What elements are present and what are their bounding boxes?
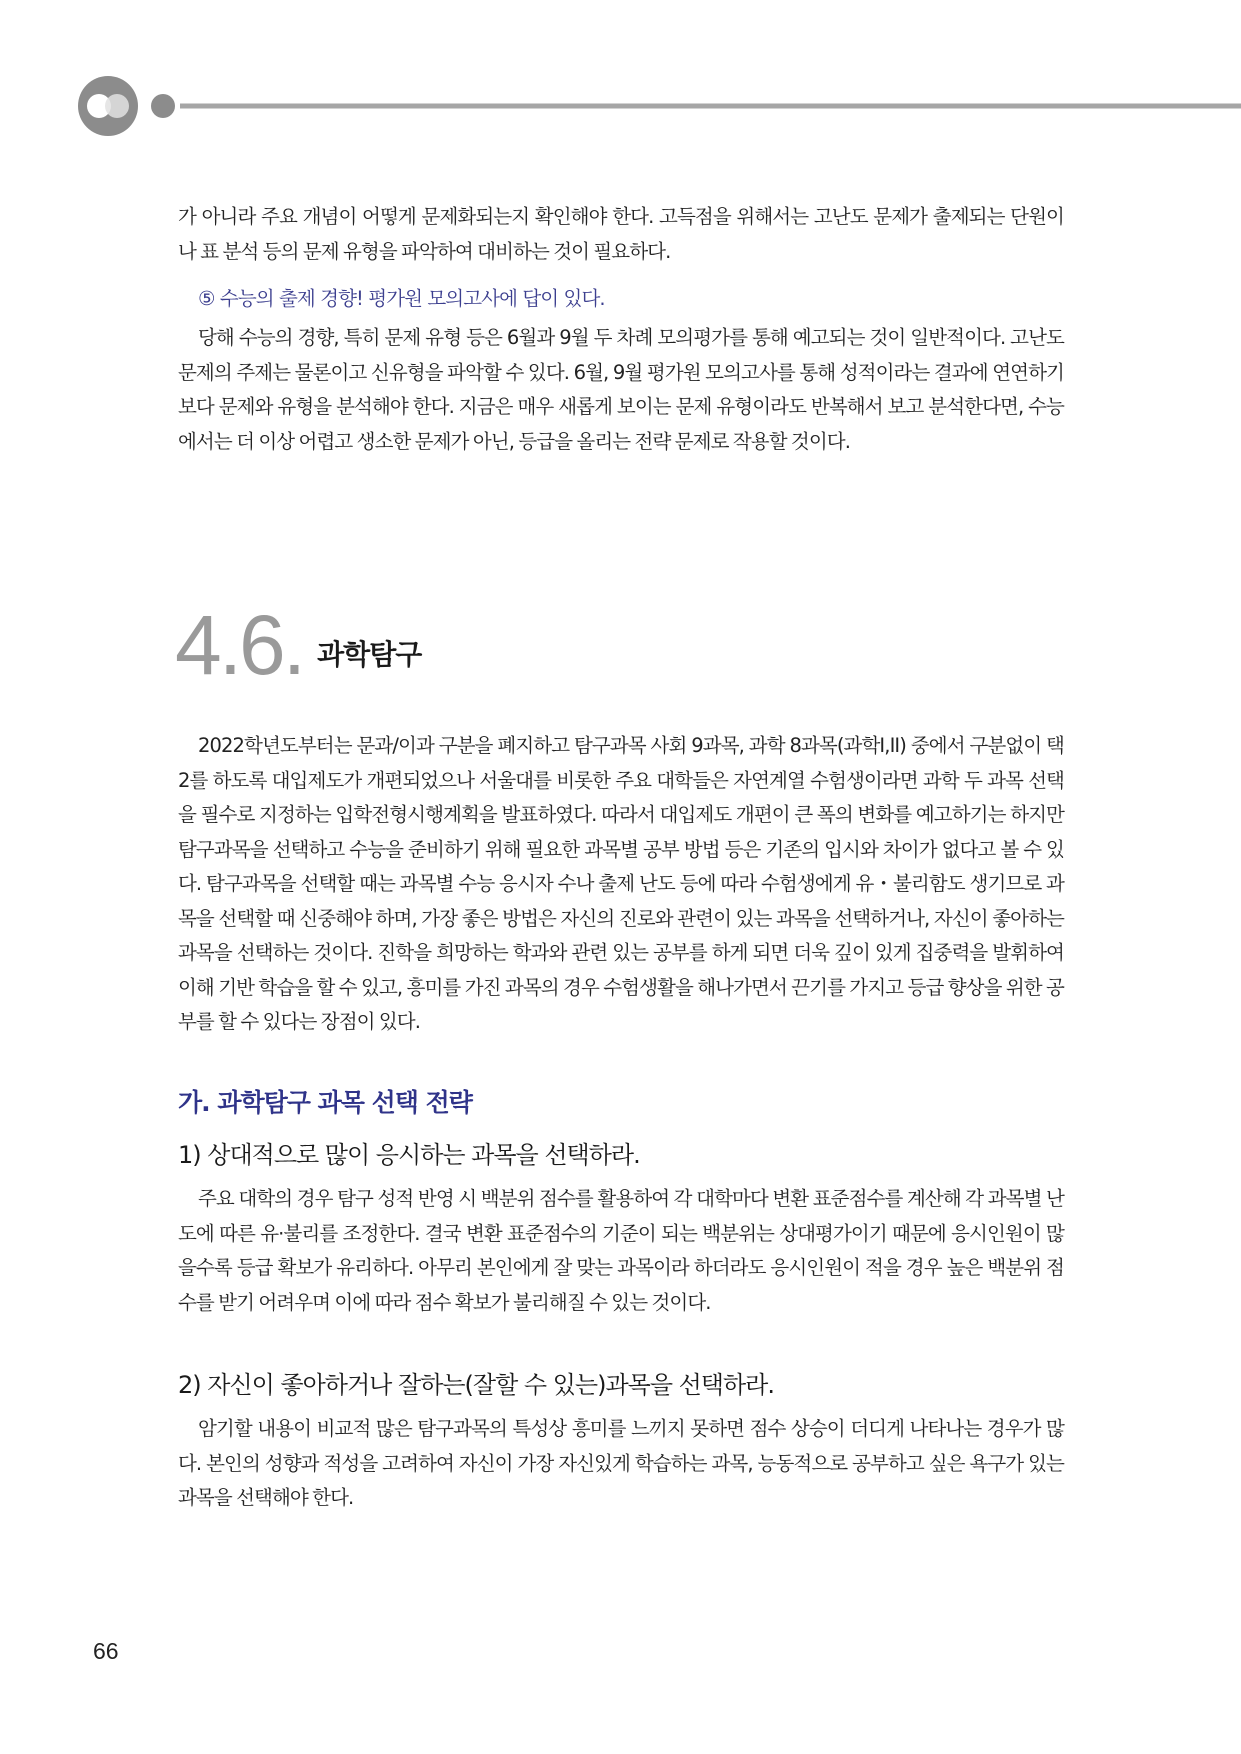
top-paragraph: 가 아니라 주요 개념이 어떻게 문제화되는지 확인해야 한다. 고득점을 위해서는 고난도 문제가 출제되는 단원이나 표 분석 등의 문제 유형을 파악하여 대비하는 것이 필요하다. xyxy=(178,205,1064,263)
header-decoration xyxy=(0,0,1241,150)
strategy-heading-block xyxy=(178,1083,1064,1119)
section-intro-block xyxy=(178,729,1064,1040)
header-small-dot xyxy=(151,94,175,118)
section-header xyxy=(175,598,422,692)
strategy-item-2-title: 2) 자신이 좋아하거나 잘하는(잘할 수 있는)과목을 선택하라. xyxy=(178,1371,774,1399)
section-number: 4.6. xyxy=(175,598,304,692)
strategy-heading: 가. 과학탐구 과목 선택 전략 xyxy=(178,1088,472,1117)
strategy-item-2 xyxy=(178,1365,1064,1516)
point5-block xyxy=(178,282,1064,459)
strategy-item-1 xyxy=(178,1135,1064,1320)
point5-heading: ⑤ 수능의 출제 경향! 평가원 모의고사에 답이 있다. xyxy=(198,287,605,310)
header-inner-circle-right xyxy=(105,94,129,118)
strategy-item-1-body: 주요 대학의 경우 탐구 성적 반영 시 백분위 점수를 활용하여 각 대학마다 변환 표준점수를 계산해 각 과목별 난도에 따른 유·불리를 조정한다. 결국 변환 표준점수의 기준이 되는 백분위는 상대평가이기 때문에 응시인원이 많을수록 등급 확보가 유리하다. 아무리 본인에게 잘 맞는 과목이라 하더라도 응시인원이 적을 경우 높은 백분위 점수를 받기 어려우며 이에 따라 점수 확보가 불리해질 수 있는 것이다. xyxy=(178,1187,1064,1314)
section-intro: 2022학년도부터는 문과/이과 구분을 폐지하고 탐구과목 사회 9과목, 과학 8과목(과학I,II) 중에서 구분없이 택2를 하도록 대입제도가 개편되었으나 서울대를 비롯한 주요 대학들은 자연계열 수험생이라면 과학 두 과목 선택을 필수로 지정하는 입학전형시행계획을 발표하였다. 따라서 대입제도 개편이 큰 폭의 변화를 예고하기는 하지만 탐구과목을 선택하고 수능을 준비하기 위해 필요한 과목별 공부 방법 등은 기존의 입시와 차이가 없다고 볼 수 있다. 탐구과목을 선택할 때는 과목별 수능 응시자 수나 출제 난도 등에 따라 수험생에게 유・불리함도 생기므로 과목을 선택할 때 신중해야 하며, 가장 좋은 방법은 자신의 진로와 관련이 있는 과목을 선택하거나, 자신이 좋아하는 과목을 선택하는 것이다. 진학을 희망하는 학과와 관련 있는 공부를 하게 되면 더욱 깊이 있게 집중력을 발휘하여 이해 기반 학습을 할 수 있고, 흥미를 가진 과목의 경우 수험생활을 해나가면서 끈기를 가지고 등급 향상을 위한 공부를 할 수 있다는 장점이 있다. xyxy=(178,734,1064,1033)
point5-body: 당해 수능의 경향, 특히 문제 유형 등은 6월과 9월 두 차례 모의평가를 통해 예고되는 것이 일반적이다. 고난도 문제의 주제는 물론이고 신유형을 파악할 수 있다. 6월, 9월 평가원 모의고사를 통해 성적이라는 결과에 연연하기보다 문제와 유형을 분석해야 한다. 지금은 매우 새롭게 보이는 문제 유형이라도 반복해서 보고 분석한다면, 수능에서는 더 이상 어렵고 생소한 문제가 아닌, 등급을 올리는 전략 문제로 작용할 것이다. xyxy=(178,326,1064,453)
strategy-item-1-title: 1) 상대적으로 많이 응시하는 과목을 선택하라. xyxy=(178,1141,640,1169)
strategy-item-2-body: 암기할 내용이 비교적 많은 탐구과목의 특성상 흥미를 느끼지 못하면 점수 상승이 더디게 나타나는 경우가 많다. 본인의 성향과 적성을 고려하여 자신이 가장 자신있게 학습하는 과목, 능동적으로 공부하고 싶은 욕구가 있는 과목을 선택해야 한다. xyxy=(178,1417,1064,1509)
page-number: 66 xyxy=(93,1638,119,1664)
section-title: 과학탐구 xyxy=(317,638,422,671)
top-text-block xyxy=(178,200,1064,269)
